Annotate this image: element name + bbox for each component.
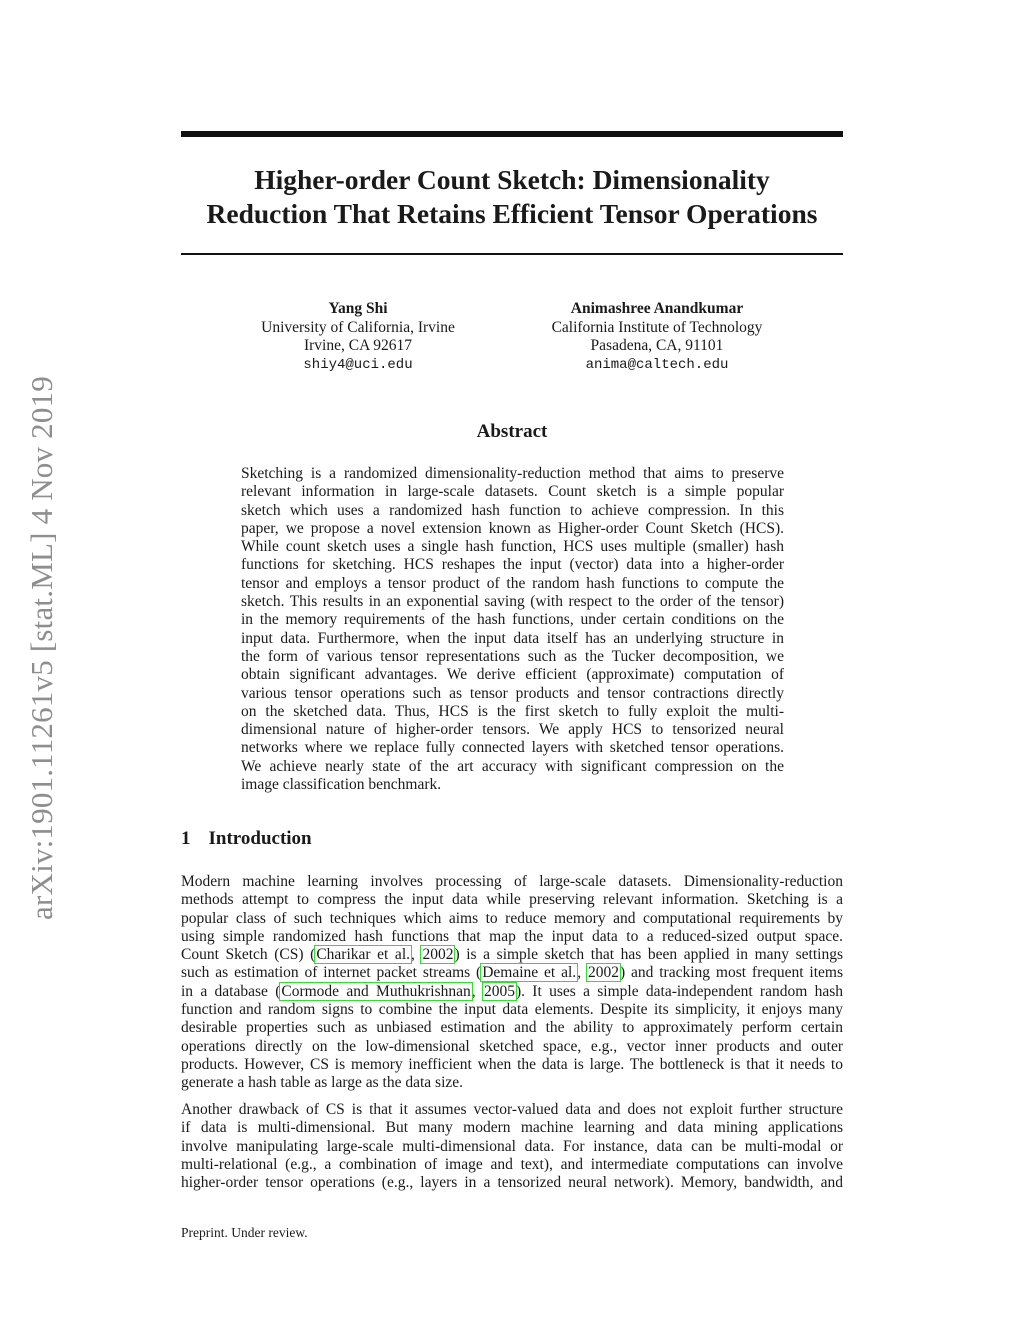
author-name: Yang Shi	[328, 300, 388, 317]
author-email[interactable]: shiy4@uci.edu	[303, 356, 413, 373]
title-top-rule	[181, 131, 843, 137]
author-affiliation: California Institute of Technology	[551, 318, 763, 336]
author-block-1	[198, 300, 518, 374]
paper-title	[181, 163, 843, 231]
abstract-line: the form of various tensor representations such as the Tucker decomposition, we	[241, 647, 784, 665]
paragraph-line	[181, 983, 843, 1001]
abstract-line: image classification benchmark.	[241, 776, 442, 794]
line-text: in a database (	[181, 982, 281, 1000]
abstract-heading: Abstract	[476, 421, 548, 442]
line-text: ). It uses a simple data-independent random hash	[515, 982, 843, 1000]
intro-paragraph-2	[181, 1101, 843, 1192]
paragraph-line: function and random signs to combine the input data elements. Despite its simplicity, it enjoys many	[181, 1001, 843, 1019]
citation-link[interactable]: Cormode and Muthukrishnan	[281, 982, 471, 1000]
paragraph-line	[181, 946, 843, 964]
section-title: Introduction	[208, 828, 312, 849]
abstract-line: While count sketch uses a single hash function, HCS uses multiple (smaller) hash	[241, 538, 784, 556]
author-name: Animashree Anandkumar	[570, 300, 744, 317]
abstract-line: on the sketched data. Thus, HCS is the first sketch to fully exploit the multi-	[241, 702, 784, 720]
abstract-line: various tensor operations such as tensor products and tensor contractions directly	[241, 684, 784, 702]
citation-link[interactable]: Demaine et al.	[482, 964, 577, 982]
author-affiliation: University of California, Irvine	[261, 318, 455, 336]
citation-year-link[interactable]: 2002	[422, 946, 454, 964]
author-email[interactable]: anima@caltech.edu	[585, 356, 729, 373]
intro-paragraph-1	[181, 873, 843, 1093]
paragraph-line: desirable properties such as unbiased estimation and the ability to approximately perform certain	[181, 1019, 843, 1037]
line-text: ,	[577, 964, 587, 982]
author-block-2	[497, 300, 817, 374]
paragraph-line: using simple randomized hash functions that map the input data to a reduced-sized output space.	[181, 927, 843, 945]
line-text: ,	[411, 946, 422, 964]
abstract-line: obtain significant advantages. We derive efficient (approximate) computation of	[241, 666, 784, 684]
abstract-line: functions for sketching. HCS reshapes the input (vector) data into a higher-order	[241, 556, 784, 574]
line-text: Count Sketch (CS) (	[181, 946, 316, 964]
author-address: Irvine, CA 92617	[303, 337, 413, 354]
abstract-line: We achieve nearly state of the art accuracy with significant compression on the	[241, 757, 784, 775]
abstract-line: relevant information in large-scale datasets. Count sketch is a simple popular	[241, 483, 784, 501]
line-text: ,	[471, 982, 483, 1000]
citation-year-link[interactable]: 2002	[587, 964, 619, 982]
paragraph-line: generate a hash table as large as the data size.	[181, 1074, 464, 1092]
paragraph-line: products. However, CS is memory inefficient when the data is large. The bottleneck is that it needs to	[181, 1055, 843, 1073]
paragraph-line: if data is multi-dimensional. But many modern machine learning and data mining applications	[181, 1119, 843, 1137]
paragraph-line: involve manipulating large-scale multi-dimensional data. For instance, data can be multi-modal or	[181, 1137, 843, 1155]
footer-note: Preprint. Under review.	[181, 1225, 308, 1240]
paragraph-line: methods attempt to compress the input data while preserving relevant information. Sketching is a	[181, 891, 843, 909]
paragraph-line: popular class of such techniques which aims to reduce memory and computational requirements by	[181, 909, 843, 927]
paragraph-line: operations directly on the low-dimensional sketched space, e.g., vector inner products and outer	[181, 1037, 843, 1055]
paragraph-line: Another drawback of CS is that it assumes vector-valued data and does not exploit further structure	[181, 1101, 843, 1118]
abstract-line: dimensional nature of higher-order tensors. We apply HCS to tensorized neural	[241, 721, 784, 739]
line-text: ) is a simple sketch that has been applied in many settings	[454, 946, 844, 964]
section-number: 1	[181, 828, 191, 849]
citation-link[interactable]: Charikar et al.	[316, 946, 410, 964]
title-line-1: Higher-order Count Sketch: Dimensionality	[254, 164, 770, 195]
abstract-line: tensor and employs a tensor product of the random hash functions to compute the	[241, 574, 784, 592]
paragraph-line: higher-order tensor operations (e.g., layers in a tensorized neural network). Memory, bandwidth, and	[181, 1174, 843, 1192]
citation-year-link[interactable]: 2005	[483, 982, 515, 1000]
abstract-line: sketch. This results in an exponential saving (with respect to the order of the tensor)	[241, 593, 784, 611]
paragraph-line: multi-relational (e.g., a combination of image and text), and intermediate computations can involve	[181, 1155, 843, 1173]
abstract-line: networks where we replace fully connected layers with sketched tensor operations.	[241, 739, 784, 757]
title-line-2: Reduction That Retains Efficient Tensor Operations	[206, 198, 818, 229]
section-heading-introduction	[181, 828, 312, 850]
line-text: ) and tracking most frequent items	[619, 964, 843, 982]
paragraph-line: Modern machine learning involves processing of large-scale datasets. Dimensionality-reduction	[181, 873, 843, 890]
line-text: such as estimation of internet packet streams (	[181, 964, 482, 982]
arxiv-identifier: arXiv:1901.11261v5 [stat.ML] 4 Nov 2019	[24, 376, 59, 920]
title-bottom-rule	[181, 253, 843, 255]
abstract-line: paper, we propose a novel extension known as Higher-order Count Sketch (HCS).	[241, 519, 784, 537]
abstract-body	[241, 465, 784, 794]
abstract-line: sketch which uses a randomized hash function to achieve compression. In this	[241, 501, 784, 519]
abstract-line: input data. Furthermore, when the input data itself has an underlying structure in	[241, 629, 784, 647]
author-address: Pasadena, CA, 91101	[590, 337, 724, 354]
abstract-line: in the memory requirements of the hash functions, under certain conditions on the	[241, 611, 784, 629]
abstract-line: Sketching is a randomized dimensionality-reduction method that aims to preserve	[241, 465, 784, 482]
paragraph-line	[181, 964, 843, 982]
